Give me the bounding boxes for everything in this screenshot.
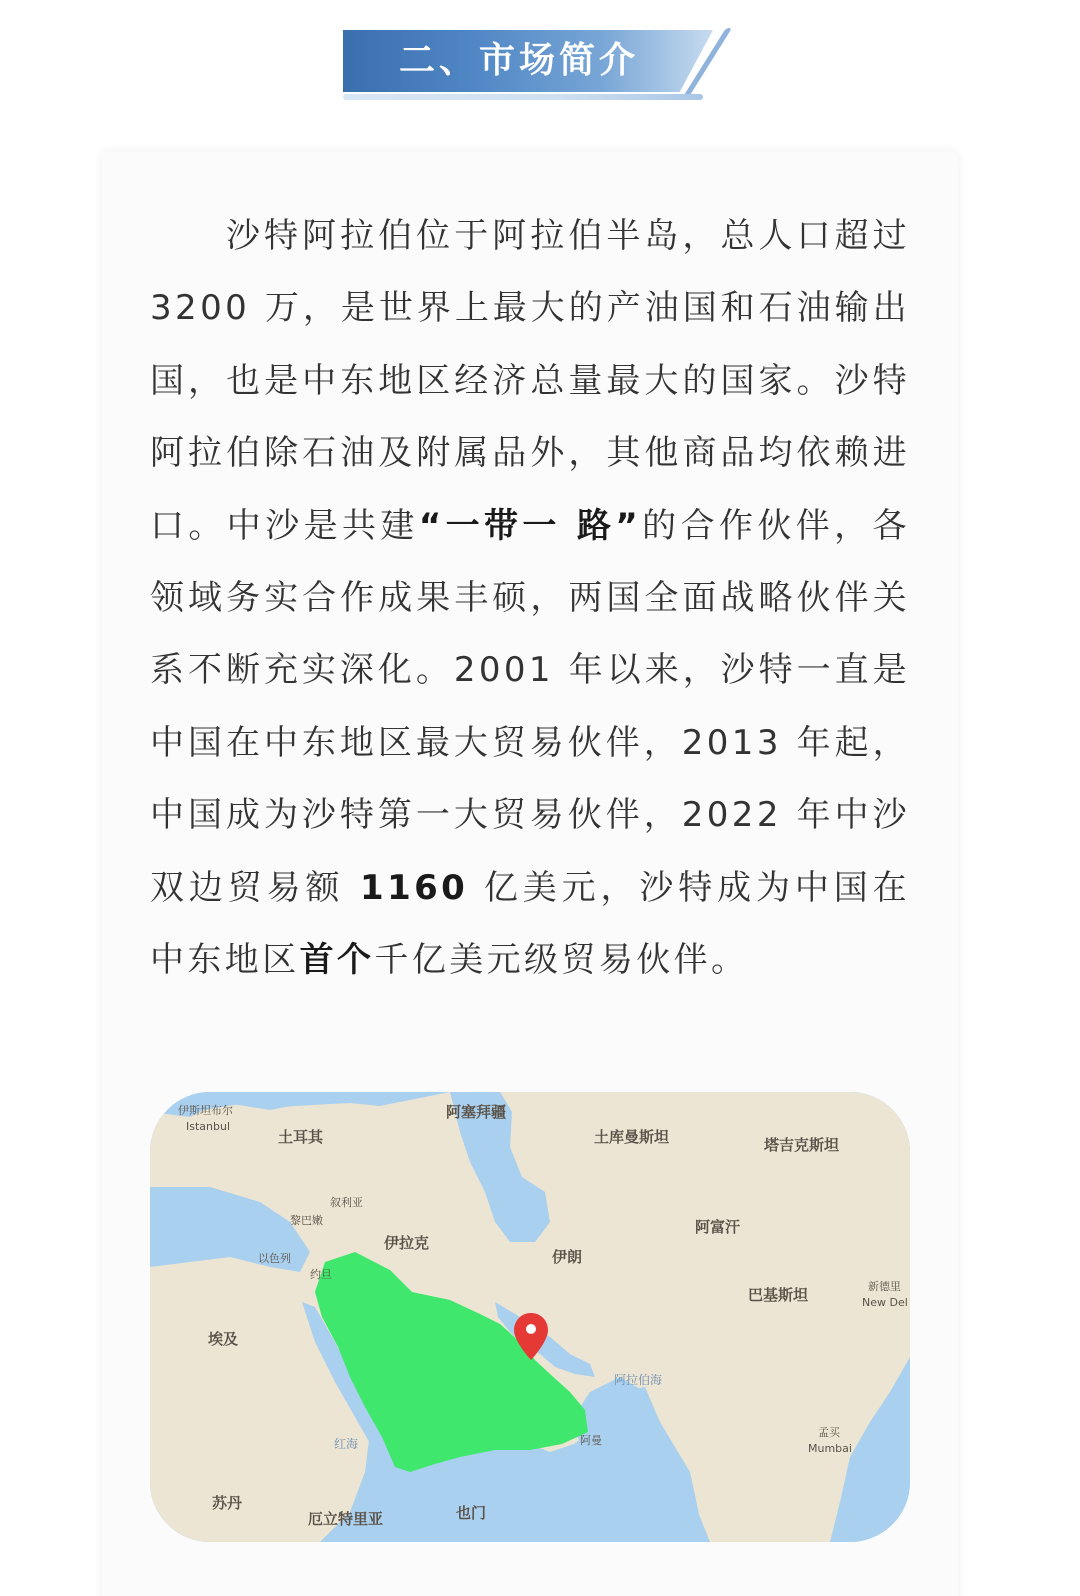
label-syria: 叙利亚 <box>330 1196 363 1209</box>
first-highlight: 首个 <box>299 940 375 981</box>
label-lebanon: 黎巴嫩 <box>290 1214 323 1227</box>
label-afghanistan: 阿富汗 <box>695 1218 741 1236</box>
label-tajikistan: 塔吉克斯坦 <box>764 1136 840 1154</box>
map-svg <box>150 1092 910 1542</box>
region-map <box>150 1092 910 1542</box>
label-iraq: 伊拉克 <box>384 1234 430 1252</box>
label-new-delhi-cn: 新德里 <box>868 1280 901 1293</box>
intro-paragraph <box>150 200 910 996</box>
label-turkmenistan: 土库曼斯坦 <box>594 1128 670 1146</box>
intro-text-2: 的合作伙伴，各领域务实合作成果丰硕，两国全面战略伙伴关系不断充实深化。2001 年以来，沙特一直是中国在中东地区最大贸易伙伴，2013 年起，中国成为沙特第一大贸易伙伴，2022 年中沙双边贸易额 <box>150 505 910 908</box>
belt-road-highlight: “一带一 路” <box>418 505 642 546</box>
label-israel: 以色列 <box>258 1252 291 1265</box>
section-banner <box>343 26 723 106</box>
label-jordan: 约旦 <box>310 1268 332 1281</box>
label-mumbai-en: Mumbai <box>808 1442 852 1455</box>
label-sudan: 苏丹 <box>212 1494 243 1512</box>
label-pakistan: 巴基斯坦 <box>748 1286 809 1304</box>
label-istanbul-en: Istanbul <box>186 1120 231 1133</box>
label-new-delhi-en: New Del <box>862 1296 908 1309</box>
label-mumbai-cn: 孟买 <box>818 1426 840 1439</box>
intro-text-1: 沙特阿拉伯位于阿拉伯半岛，总人口超过 3200 万，是世界上最大的产油国和石油输出国，也是中东地区经济总量最大的国家。沙特阿拉伯除石油及附属品外，其他商品均依赖进口。中沙是共建 <box>150 216 910 546</box>
intro-text-4: 千亿美元级贸易伙伴。 <box>374 940 749 981</box>
label-oman: 阿曼 <box>580 1434 602 1447</box>
label-red-sea: 红海 <box>334 1437 359 1451</box>
label-yemen: 也门 <box>456 1504 487 1522</box>
label-istanbul-cn: 伊斯坦布尔 <box>178 1104 233 1117</box>
intro-text-3: 亿美元，沙特成为中国在中东地区 <box>150 867 910 981</box>
label-eritrea: 厄立特里亚 <box>308 1510 384 1528</box>
label-turkey: 土耳其 <box>278 1128 324 1146</box>
label-egypt: 埃及 <box>208 1330 239 1348</box>
label-azerbaijan: 阿塞拜疆 <box>446 1103 507 1121</box>
label-arabian-sea: 阿拉伯海 <box>614 1373 663 1387</box>
section-title: 二、市场简介 <box>398 40 639 81</box>
banner-underline <box>343 94 703 100</box>
trade-amount-highlight: 1160 <box>360 867 469 908</box>
label-iran: 伊朗 <box>552 1248 583 1266</box>
